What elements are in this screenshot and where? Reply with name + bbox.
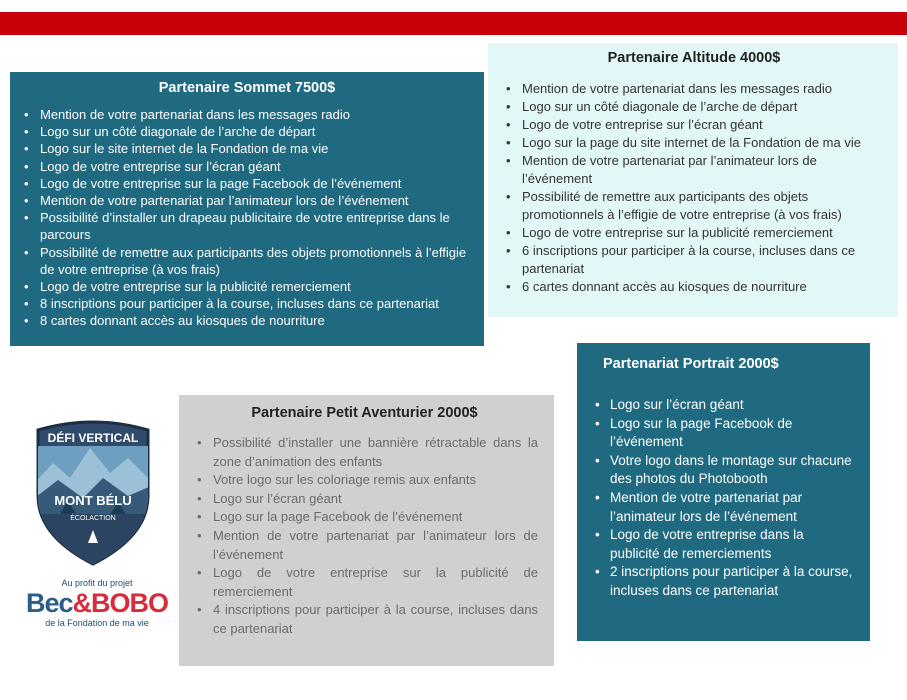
list-item: • Logo de votre entreprise sur la page Facebook de l’événement	[18, 175, 476, 192]
bec-brand-bec: Bec	[25, 588, 73, 618]
aventurier-title: Partenaire Petit Aventurier 2000$	[251, 405, 478, 421]
aventurier-partner-box	[179, 395, 554, 666]
portrait-partner-box	[577, 343, 870, 641]
list-item: • 2 inscriptions pour participer à la course, incluses dans ce partenariat	[595, 563, 856, 600]
list-item: • Logo sur le site internet de la Fondation de ma vie	[18, 140, 476, 157]
list-item: • Logo de votre entreprise sur l’écran géant	[18, 158, 476, 175]
bec-small-top: Au profit du projet	[61, 578, 133, 588]
list-item: • 6 cartes donnant accès au kiosques de nourriture	[500, 278, 888, 296]
list-item: • Mention de votre partenariat dans les messages radio	[18, 106, 476, 123]
portrait-title: Partenariat Portrait 2000$	[603, 356, 779, 372]
logo-bottom-text: MONT BÉLU	[54, 493, 132, 508]
list-item: • Logo sur un côté diagonale de l’arche de départ	[18, 123, 476, 140]
list-item: • 6 inscriptions pour participer à la course, incluses dans ce partenariat	[500, 242, 888, 278]
altitude-partner-box	[488, 43, 898, 317]
list-item: • Logo sur un côté diagonale de l’arche de départ	[500, 98, 888, 116]
portrait-list	[595, 396, 856, 601]
bec-small-bottom: de la Fondation de ma vie	[45, 618, 149, 628]
bec-brand-amp: &	[72, 588, 92, 618]
list-item: • 4 inscriptions pour participer à la course, incluses dans ce partenariat	[191, 601, 538, 638]
logo-top-text: DÉFI VERTICAL	[47, 431, 139, 445]
aventurier-list	[191, 434, 538, 639]
sommet-title: Partenaire Sommet 7500$	[158, 80, 336, 96]
list-item: • Logo de votre entreprise sur l’écran géant	[500, 116, 888, 134]
list-item: • Logo de votre entreprise sur la publicité remerciement	[18, 278, 476, 295]
list-item: • Mention de votre partenariat dans les messages radio	[500, 80, 888, 98]
list-item: • Mention de votre partenariat par l’animateur lors de l’événement	[18, 192, 476, 209]
list-item: • Logo sur la page Facebook de l’événement	[191, 508, 538, 527]
list-item: • Logo sur l’écran géant	[595, 396, 856, 415]
bec-bobo-logo	[22, 578, 172, 628]
list-item: • Logo de votre entreprise sur la publicité remerciement	[500, 224, 888, 242]
list-item: • Mention de votre partenariat par l’animateur lors de l’événement	[500, 152, 888, 188]
altitude-title: Partenaire Altitude 4000$	[607, 50, 781, 66]
bec-brand	[22, 588, 172, 618]
sommet-partner-box	[10, 72, 484, 346]
list-item: • Possibilité de remettre aux participants des objets promotionnels à l’effigie de votre entreprise (à vos frais)	[18, 244, 476, 278]
list-item: • Possibilité de remettre aux participants des objets promotionnels à l’effigie de votre entreprise (à vos frais)	[500, 188, 888, 224]
list-item: • Mention de votre partenariat par l’animateur lors de l’événement	[595, 489, 856, 526]
list-item: • Votre logo sur les coloriage remis aux enfants	[191, 471, 538, 490]
list-item: • 8 inscriptions pour participer à la course, incluses dans ce partenariat	[18, 295, 476, 312]
header-red-bar	[0, 12, 907, 35]
bec-brand-bobo: BOBO	[91, 588, 169, 618]
list-item: • Logo sur l’écran géant	[191, 490, 538, 509]
sommet-list	[18, 106, 476, 330]
list-item: • Logo de votre entreprise dans la publicité de remerciements	[595, 526, 856, 563]
list-item: • Possibilité d’installer une bannière rétractable dans la zone d’animation des enfants	[191, 434, 538, 471]
list-item: • Votre logo dans le montage sur chacune des photos du Photobooth	[595, 452, 856, 489]
list-item: • Logo de votre entreprise sur la publicité de remerciement	[191, 564, 538, 601]
logo-sub-text: ÉCOLACTION	[70, 515, 116, 522]
defi-vertical-mont-belu-shield-logo	[28, 418, 158, 568]
list-item: • 8 cartes donnant accès au kiosques de nourriture	[18, 312, 476, 329]
list-item: • Logo sur la page Facebook de l’événement	[595, 415, 856, 452]
altitude-list	[500, 80, 888, 296]
list-item: • Logo sur la page du site internet de la Fondation de ma vie	[500, 134, 888, 152]
list-item: • Possibilité d’installer un drapeau publicitaire de votre entreprise dans le parcours	[18, 209, 476, 243]
list-item: • Mention de votre partenariat par l’animateur lors de l’événement	[191, 527, 538, 564]
